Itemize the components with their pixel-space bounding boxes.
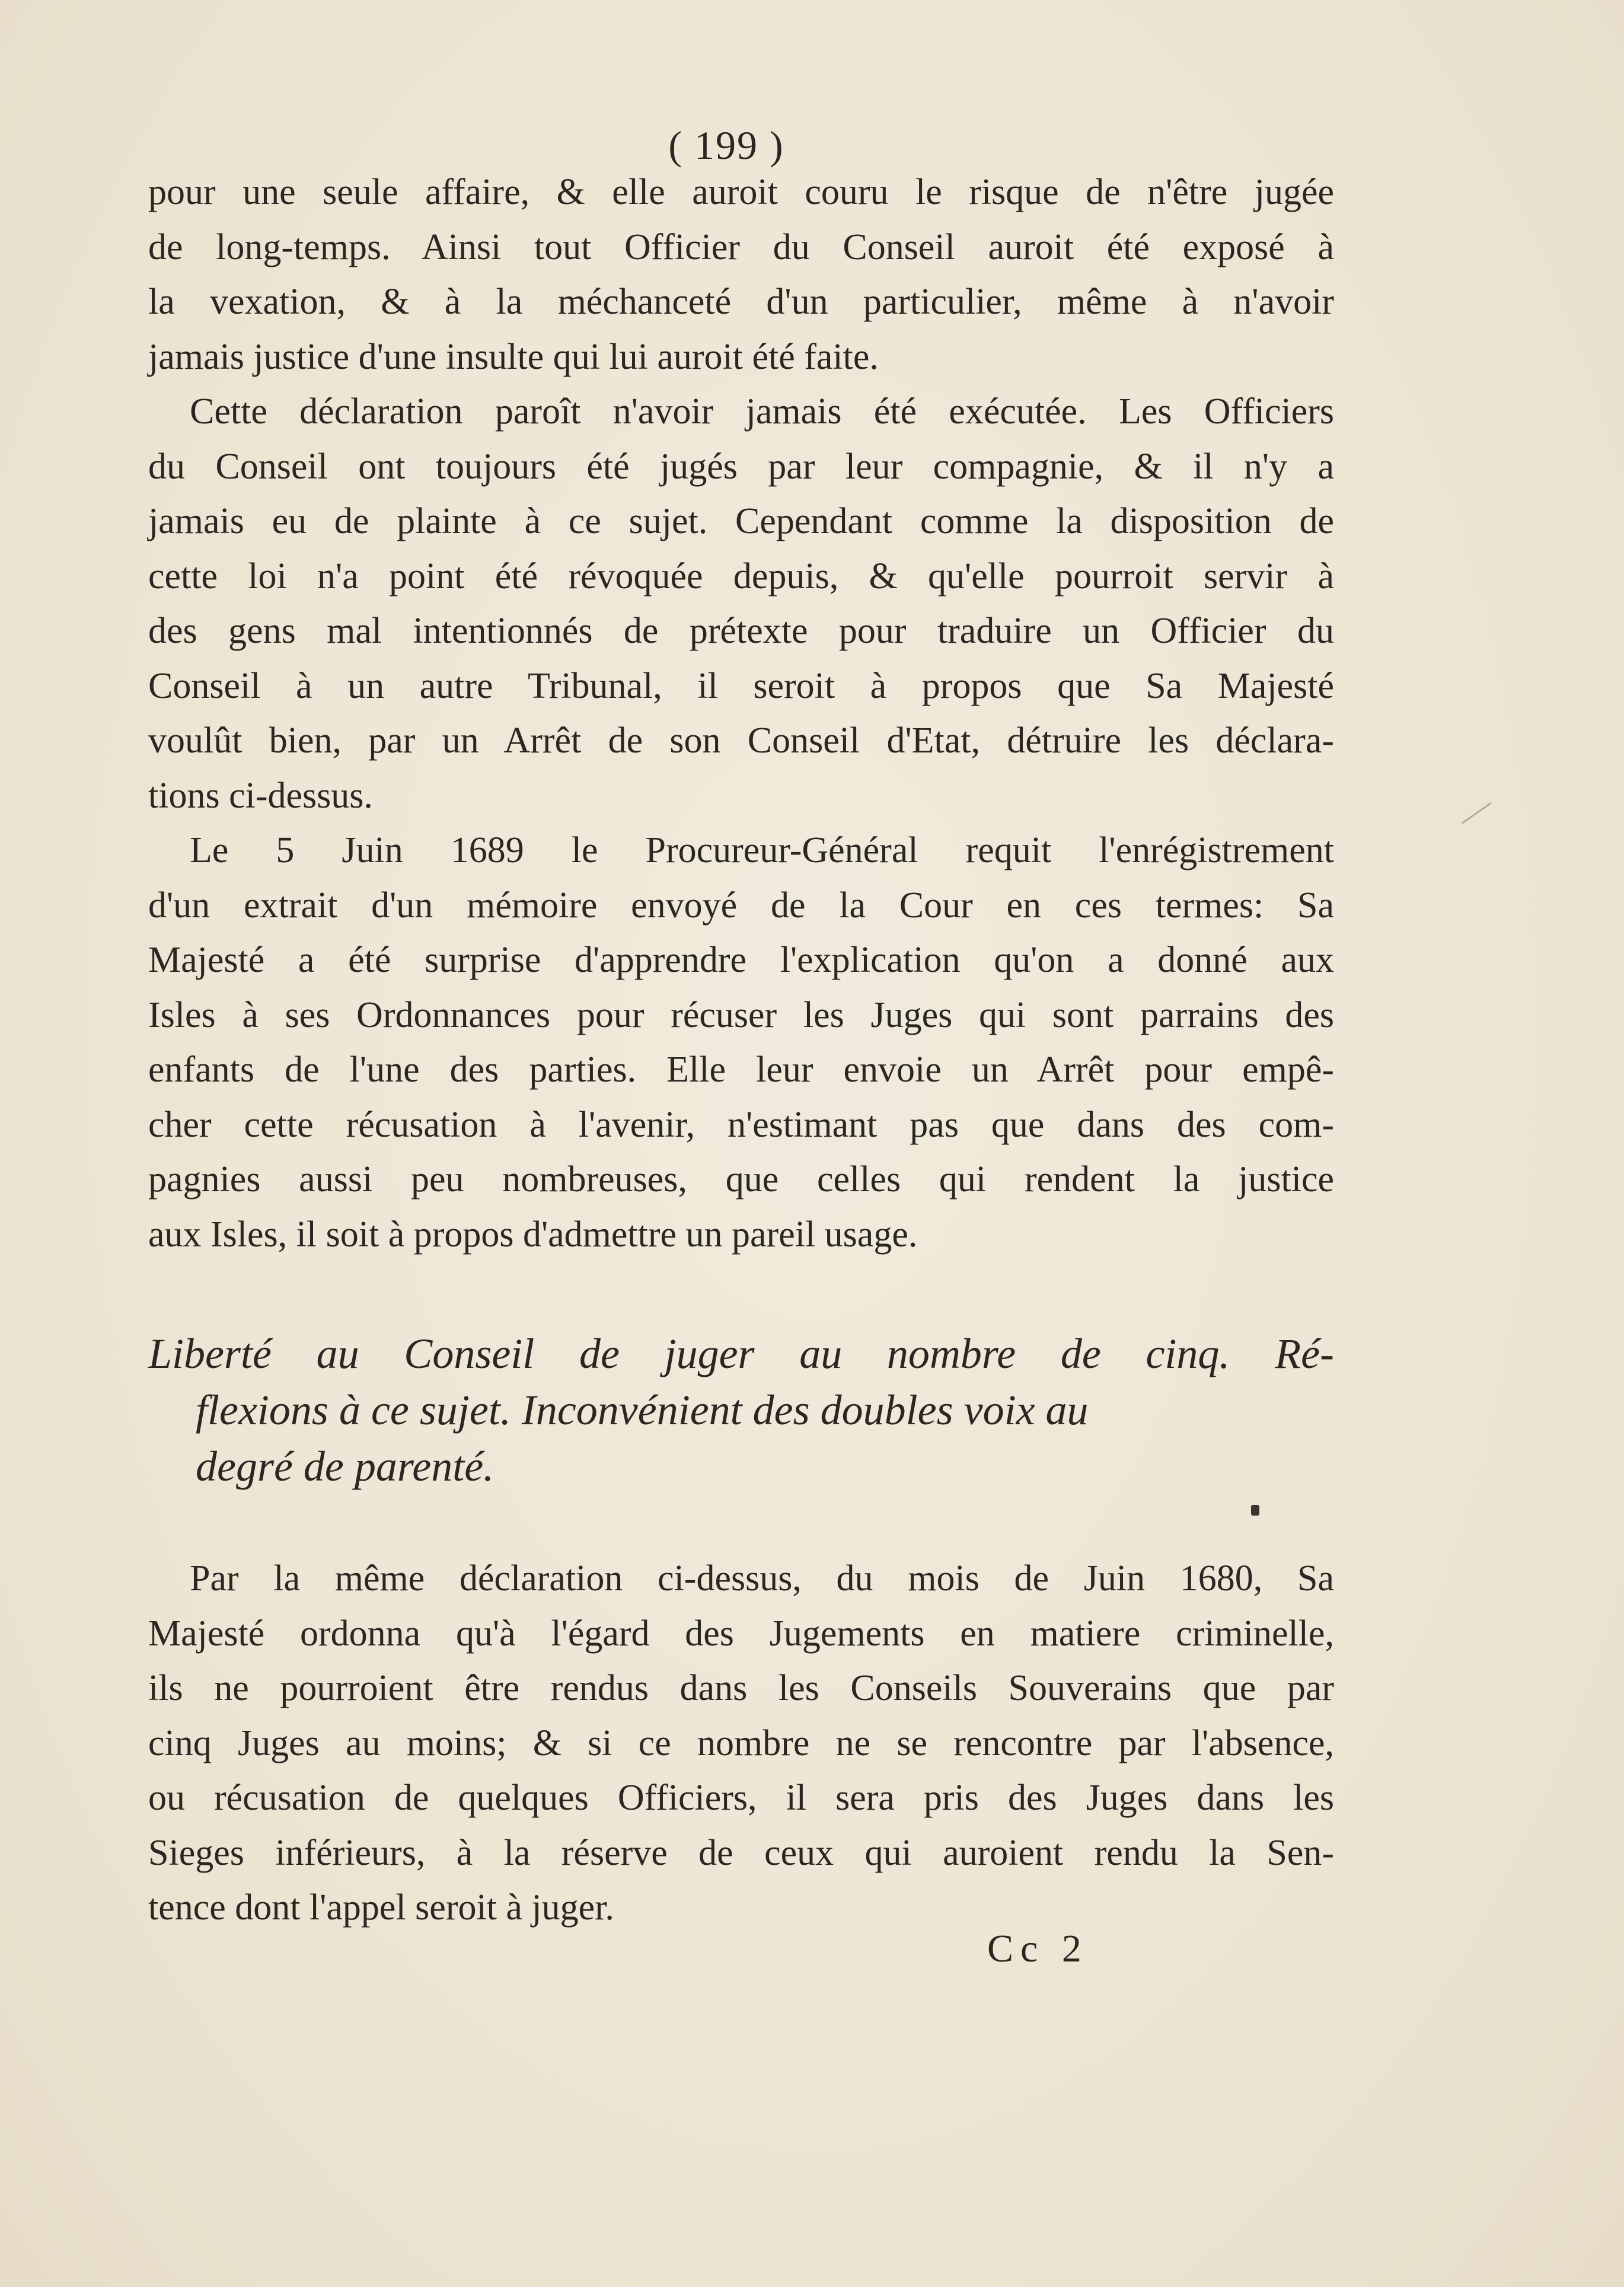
text-line: Majesté ordonna qu'à l'égard des Jugements en matiere criminelle, (148, 1613, 1334, 1654)
text-line: voulût bien, par un Arrêt de son Conseil d'Etat, détruire les déclara- (148, 720, 1334, 761)
text-line: tence dont l'appel seroit à juger. (148, 1887, 614, 1928)
text-line: Majesté a été surprise d'apprendre l'explication qu'on a donné aux (148, 940, 1334, 980)
heading-line: flexions à ce sujet. Inconvénient des doubles voix au (196, 1386, 1089, 1434)
text-line: Par la même déclaration ci-dessus, du mois de Juin 1680, Sa (190, 1558, 1334, 1599)
text-line: enfants de l'une des parties. Elle leur envoie un Arrêt pour empê- (148, 1050, 1334, 1090)
text-line: pagnies aussi peu nombreuses, que celles qui rendent la justice (148, 1159, 1334, 1200)
heading-line: Liberté au Conseil de juger au nombre de cinq. Ré- (148, 1330, 1334, 1377)
text-line: Cette déclaration paroît n'avoir jamais été exécutée. Les Officiers (190, 391, 1334, 432)
text-line: jamais eu de plainte à ce sujet. Cependant comme la disposition de (148, 501, 1334, 541)
page-number: ( 199 ) (668, 123, 784, 168)
text-line: pour une seule affaire, & elle auroit couru le risque de n'être jugée (148, 172, 1334, 212)
heading-line: degré de parenté. (196, 1443, 494, 1490)
text-line: ou récusation de quelques Officiers, il sera pris des Juges dans les (148, 1778, 1334, 1818)
text-line: de long-temps. Ainsi tout Officier du Conseil auroit été exposé à (148, 227, 1334, 267)
text-line: jamais justice d'une insulte qui lui auroit été faite. (148, 336, 879, 377)
ink-dot-mark (1251, 1505, 1259, 1516)
text-line: Le 5 Juin 1689 le Procureur-Général requit l'enrégistrement (190, 830, 1334, 870)
text-line: tions ci-dessus. (148, 775, 373, 816)
paragraph-continuation (148, 165, 1334, 384)
signature-mark: Cc 2 (987, 1927, 1089, 1970)
stray-pen-mark (1462, 802, 1492, 824)
paragraph-cinq-juges (148, 1551, 1334, 1935)
text-line: cher cette récusation à l'avenir, n'estimant pas que dans des com- (148, 1104, 1334, 1145)
text-line: aux Isles, il soit à propos d'admettre un pareil usage. (148, 1214, 918, 1255)
text-line: du Conseil ont toujours été jugés par leur compagnie, & il n'y a (148, 446, 1334, 487)
text-line: d'un extrait d'un mémoire envoyé de la Cour en ces termes: Sa (148, 885, 1334, 926)
text-line: des gens mal intentionnés de prétexte pour traduire un Officier du (148, 611, 1334, 651)
section-heading (148, 1326, 1334, 1495)
text-line: Conseil à un autre Tribunal, il seroit à propos que Sa Majesté (148, 665, 1334, 706)
text-line: cette loi n'a point été révoquée depuis, & qu'elle pourroit servir à (148, 556, 1334, 597)
paragraph-declaration (148, 384, 1334, 823)
text-line: la vexation, & à la méchanceté d'un particulier, même à n'avoir (148, 282, 1334, 322)
text-line: Sieges inférieurs, à la réserve de ceux qui auroient rendu la Sen- (148, 1832, 1334, 1873)
text-line: cinq Juges au moins; & si ce nombre ne se rencontre par l'absence, (148, 1723, 1334, 1763)
text-line: Isles à ses Ordonnances pour récuser les Juges qui sont parrains des (148, 994, 1334, 1035)
paragraph-procureur (148, 823, 1334, 1262)
text-line: ils ne pourroient être rendus dans les Conseils Souverains que par (148, 1668, 1334, 1708)
